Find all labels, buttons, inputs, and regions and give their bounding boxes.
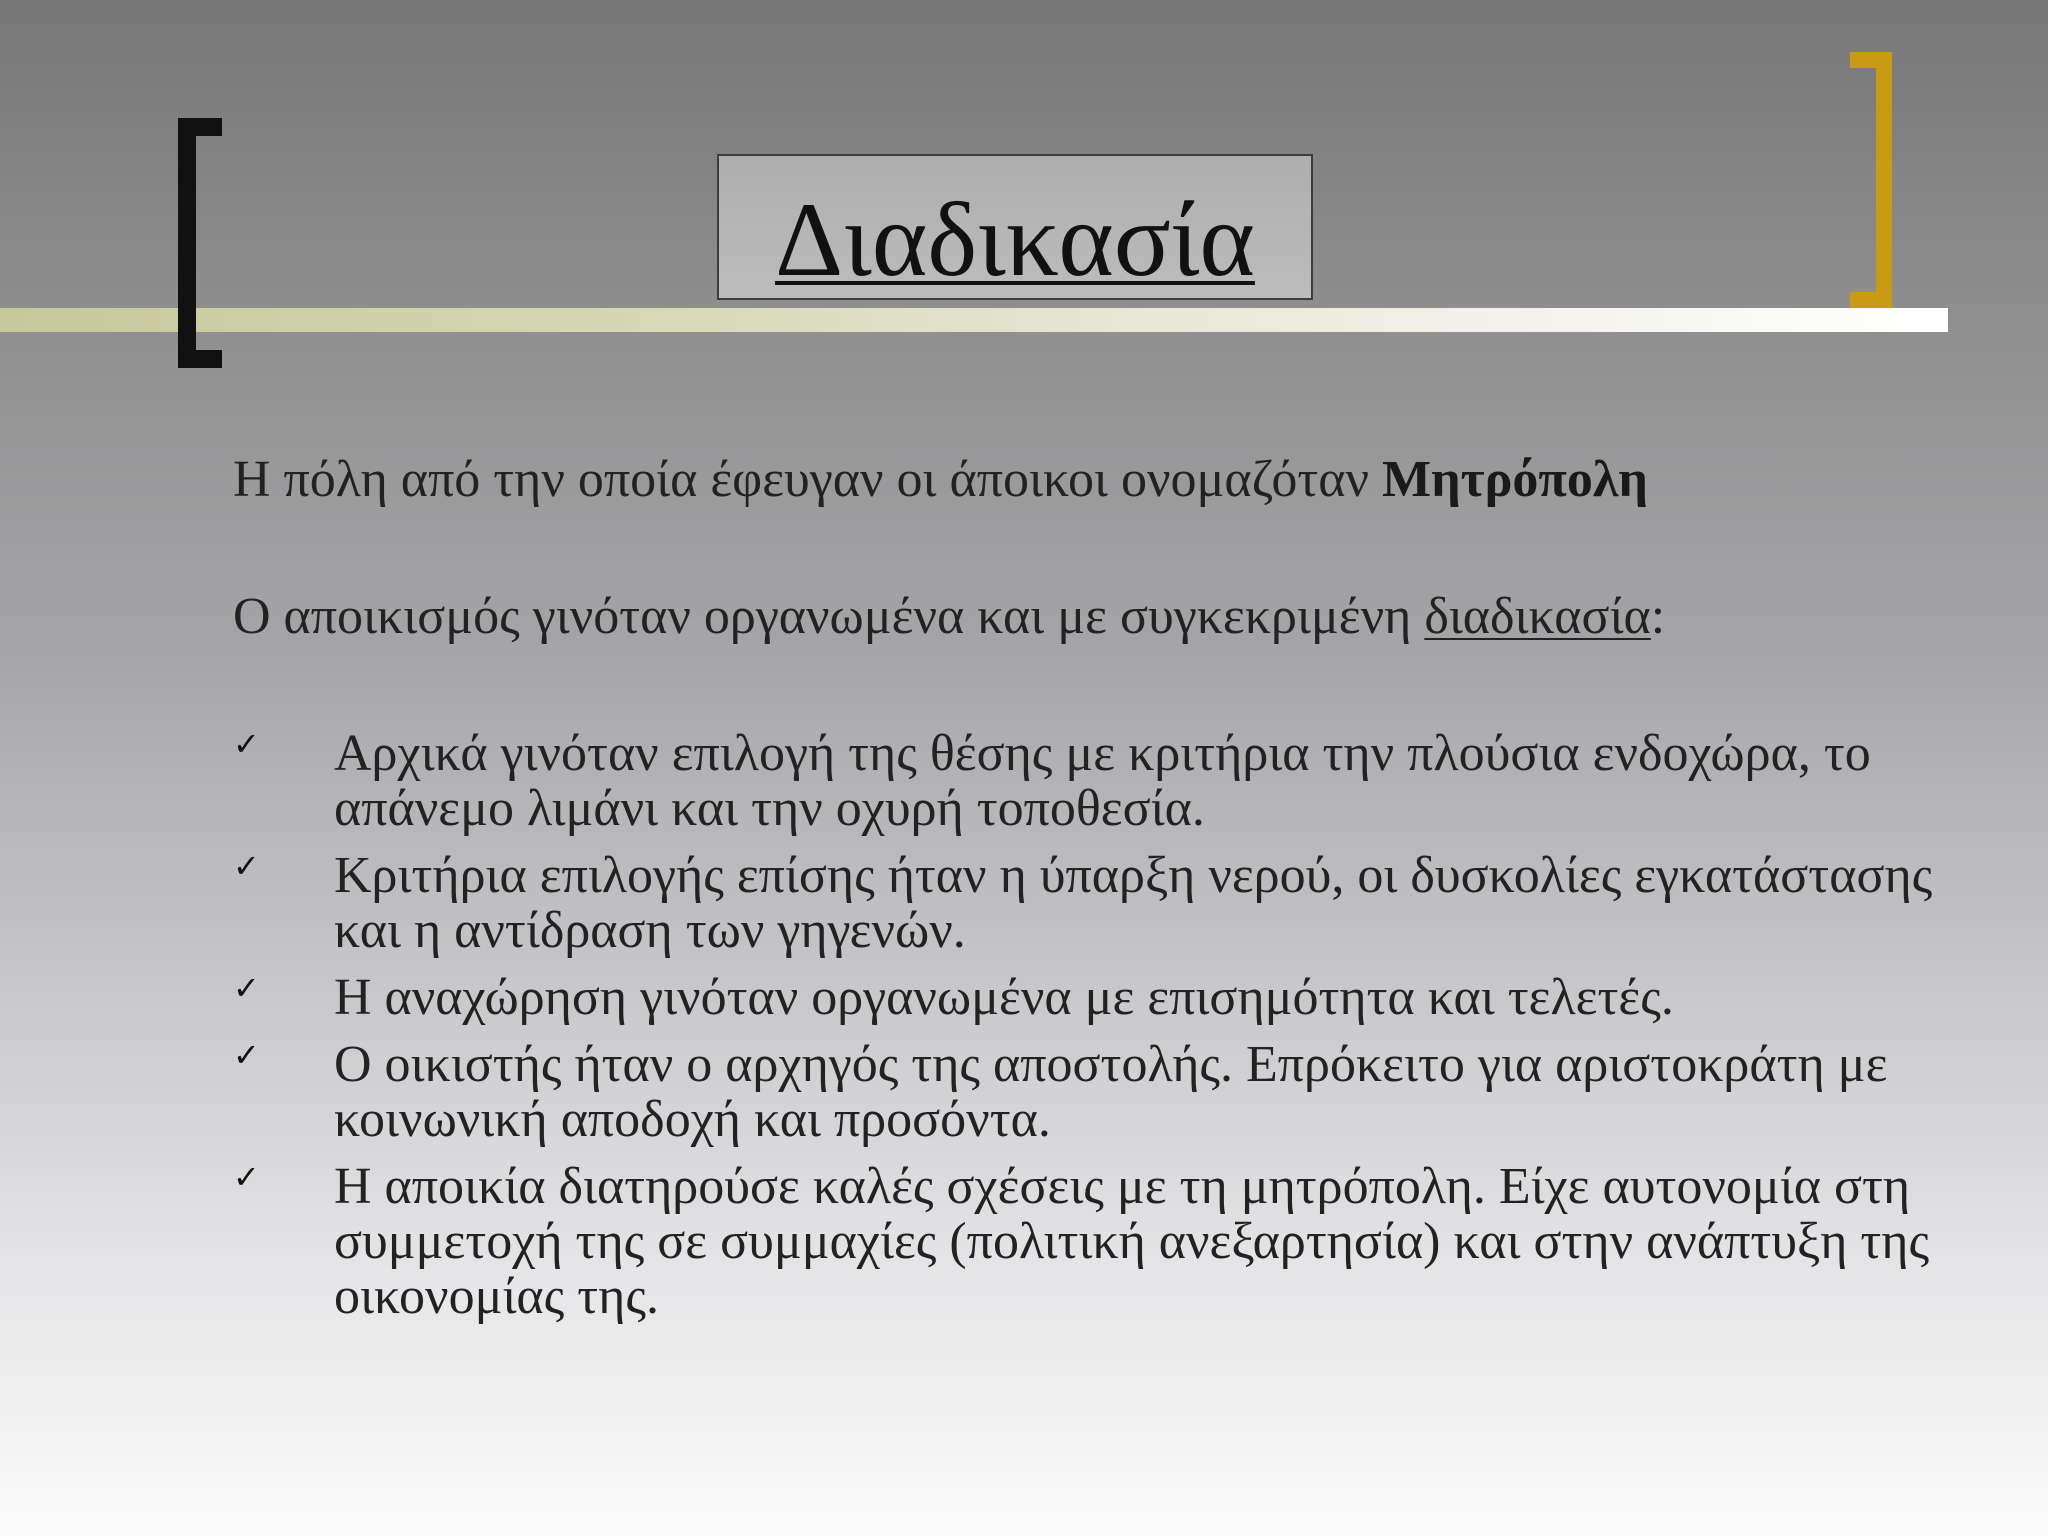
process-underlined-term: διαδικασία: [1424, 588, 1651, 645]
bullet-text: Ο οικιστής ήταν ο αρχηγός της αποστολής. Επρόκειτο για αριστοκράτη με κοινωνική αποδοχή και προσόντα.: [334, 1036, 1888, 1148]
list-item: [233, 1159, 1933, 1324]
right-bracket-decoration: [1850, 52, 1892, 308]
bullet-text: Κριτήρια επιλογής επίσης ήταν η ύπαρξη νερού, οι δυσκολίες εγκατάστασης και η αντίδραση των γηγενών.: [334, 847, 1933, 959]
intro-text: Η πόλη από την οποία έφευγαν οι άποικοι ονομαζόταν: [233, 451, 1382, 508]
list-item: [233, 848, 1933, 958]
checkmark-icon: ✓: [233, 725, 260, 763]
checkmark-icon: ✓: [233, 1158, 260, 1196]
bullet-list: [233, 726, 1933, 1336]
accent-bar: [0, 308, 1948, 332]
checkmark-icon: ✓: [233, 1036, 260, 1074]
process-suffix: :: [1650, 588, 1666, 645]
title-box: [717, 154, 1313, 300]
checkmark-icon: ✓: [233, 847, 260, 885]
bullet-text: Η αποικία διατηρούσε καλές σχέσεις με τη μητρόπολη. Είχε αυτονομία στη συμμετοχή της σε συμμαχίες (πολιτική ανεξαρτησία) και στην ανάπτυξη της οικονομίας της.: [334, 1158, 1930, 1325]
list-item: [233, 726, 1933, 836]
process-paragraph: [233, 587, 1665, 647]
slide-title: Διαδικασία: [775, 181, 1255, 298]
process-text: Ο αποικισμός γινόταν οργανωμένα και με συγκεκριμένη: [233, 588, 1425, 645]
bullet-text: Αρχικά γινόταν επιλογή της θέσης με κριτήρια την πλούσια ενδοχώρα, το απάνεμο λιμάνι και την οχυρή τοποθεσία.: [334, 725, 1871, 837]
bullet-text: Η αναχώρηση γινόταν οργανωμένα με επισημότητα και τελετές.: [334, 969, 1674, 1026]
left-bracket-decoration: [178, 118, 222, 368]
list-item: [233, 970, 1933, 1025]
list-item: [233, 1037, 1933, 1147]
intro-bold-term: Μητρόπολη: [1381, 451, 1648, 508]
intro-paragraph: [233, 450, 1648, 510]
checkmark-icon: ✓: [233, 969, 260, 1007]
